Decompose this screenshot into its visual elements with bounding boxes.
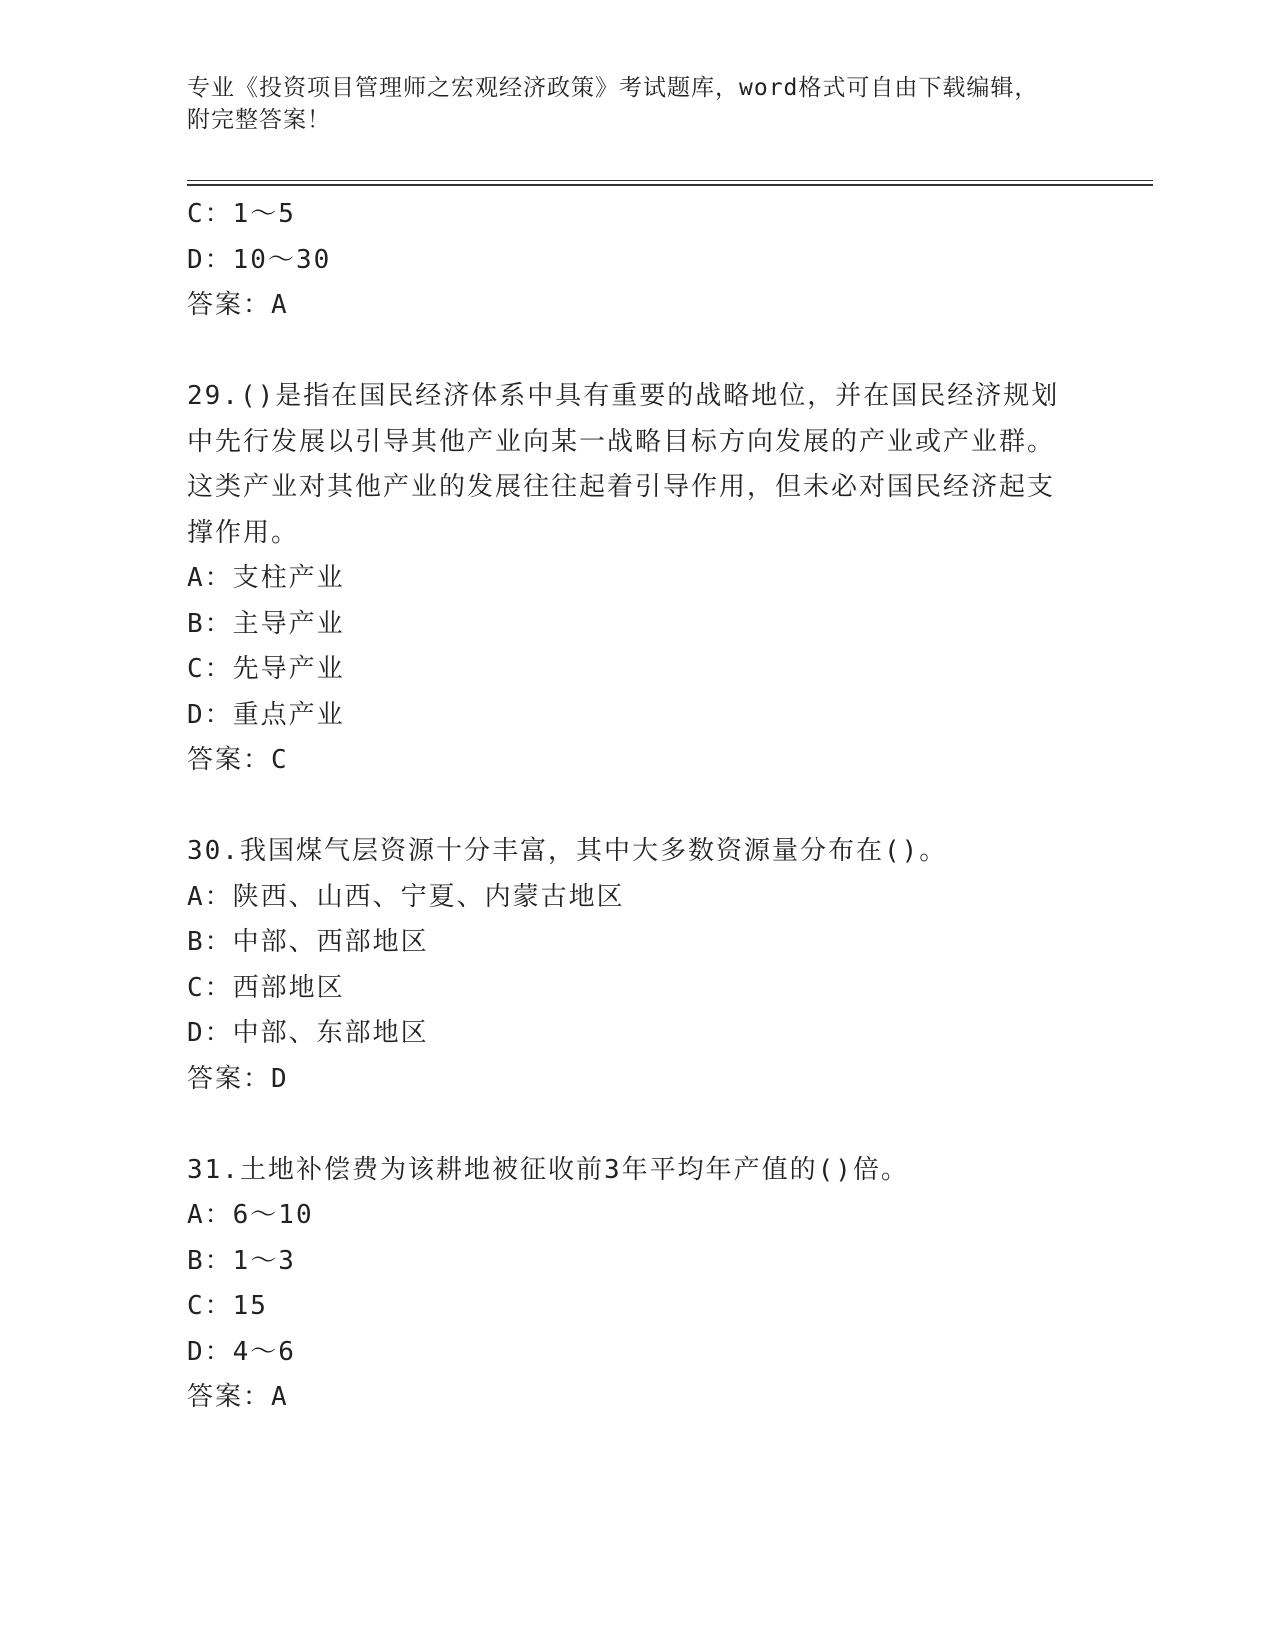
option-d: D：10～30	[187, 244, 332, 275]
answer: 答案：C	[187, 745, 289, 775]
question-30	[187, 829, 1067, 1102]
document-header	[187, 72, 1087, 136]
option-c: C：西部地区	[187, 972, 345, 1003]
spacer	[187, 784, 1067, 830]
spacer	[187, 1102, 1067, 1148]
answer: 答案：D	[187, 1063, 289, 1094]
option-a: A：支柱产业	[187, 563, 345, 593]
question-31	[187, 1148, 1067, 1421]
option-b: B：1～3	[187, 1245, 296, 1276]
header-line-1: 专业《投资项目管理师之宏观经济政策》考试题库，word格式可自由下载编辑，	[187, 75, 1039, 101]
answer: 答案：A	[187, 1382, 289, 1412]
question-stem: 29.()是指在国民经济体系中具有重要的战略地位，并在国民经济规划中先行发展以引导其他产业向某一战略目标方向发展的产业或产业群。这类产业对其他产业的发展往往起着引导作用，但未必对国民经济起支撑作用。	[187, 381, 1060, 548]
question-stem: 30.我国煤气层资源十分丰富，其中大多数资源量分布在()。	[187, 836, 948, 866]
option-d: D：重点产业	[187, 699, 345, 730]
option-c: C：1～5	[187, 199, 296, 229]
header-rule-thick	[187, 184, 1153, 186]
option-a: A：陕西、山西、宁夏、内蒙古地区	[187, 881, 625, 912]
question-stem: 31.土地补偿费为该耕地被征收前3年平均年产值的()倍。	[187, 1154, 909, 1185]
question-28-tail	[187, 192, 1067, 329]
header-rule-thin	[187, 180, 1153, 181]
spacer	[187, 329, 1067, 375]
option-b: B：中部、西部地区	[187, 927, 429, 957]
answer: 答案：A	[187, 290, 289, 320]
option-b: B：主导产业	[187, 608, 345, 639]
question-list	[187, 192, 1067, 1421]
option-d: D：4～6	[187, 1336, 296, 1367]
header-line-2: 附完整答案！	[187, 107, 331, 133]
option-a: A：6～10	[187, 1200, 314, 1230]
option-c: C：先导产业	[187, 654, 345, 684]
option-d: D：中部、东部地区	[187, 1018, 429, 1048]
question-29	[187, 374, 1067, 784]
option-c: C：15	[187, 1291, 268, 1321]
